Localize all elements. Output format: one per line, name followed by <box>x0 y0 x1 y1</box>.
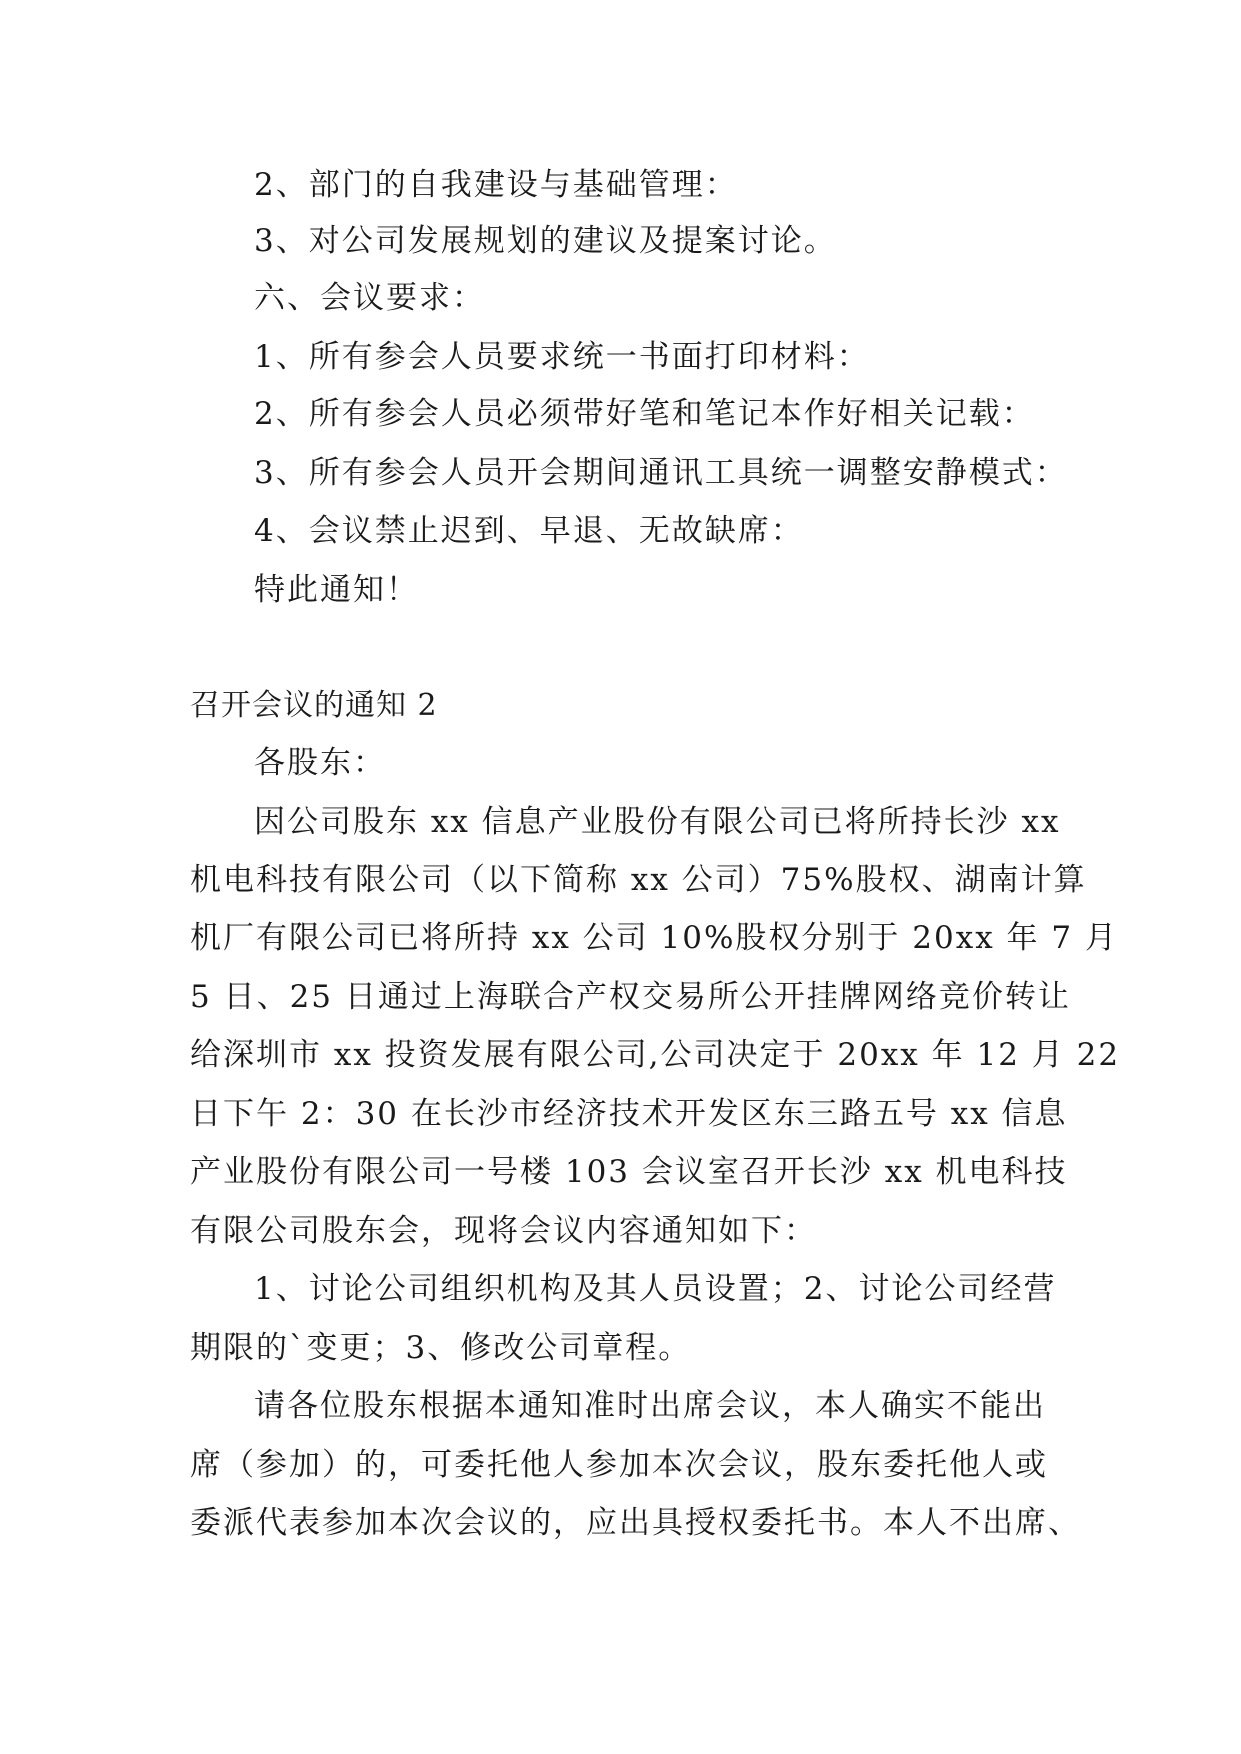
list-item: 3、对公司发展规划的建议及提案讨论。 <box>254 223 837 259</box>
paragraph-line: 委派代表参加本次会议的，应出具授权委托书。本人不出席、 <box>190 1505 1081 1541</box>
paragraph-line: 机电科技有限公司（以下简称 xx 公司）75%股权、湖南计算 <box>190 862 1087 898</box>
greeting: 各股东： <box>254 745 386 781</box>
paragraph-line: 席（参加）的，可委托他人参加本次会议，股东委托他人或 <box>190 1447 1048 1483</box>
list-item: 1、所有参会人员要求统一书面打印材料： <box>254 339 870 375</box>
paragraph-line: 产业股份有限公司一号楼 103 会议室召开长沙 xx 机电科技 <box>190 1154 1068 1190</box>
list-item: 3、所有参会人员开会期间通讯工具统一调整安静模式： <box>254 455 1068 491</box>
notice-title: 召开会议的通知 2 <box>190 688 438 723</box>
paragraph-line: 5 日、25 日通过上海联合产权交易所公开挂牌网络竞价转让 <box>190 979 1071 1015</box>
closing-line: 特此通知！ <box>254 572 419 608</box>
paragraph-line: 请各位股东根据本通知准时出席会议，本人确实不能出 <box>254 1388 1046 1424</box>
paragraph-line: 日下午 2：30 在长沙市经济技术开发区东三路五号 xx 信息 <box>190 1096 1068 1132</box>
paragraph-line: 因公司股东 xx 信息产业股份有限公司已将所持长沙 xx <box>254 804 1061 840</box>
list-item: 2、所有参会人员必须带好笔和笔记本作好相关记载： <box>254 396 1035 432</box>
list-item: 2、部门的自我建设与基础管理： <box>254 167 738 203</box>
paragraph-line: 给深圳市 xx 投资发展有限公司,公司决定于 20xx 年 12 月 22 <box>190 1037 1121 1073</box>
paragraph-line: 有限公司股东会，现将会议内容通知如下： <box>190 1213 817 1249</box>
section-heading: 六、会议要求： <box>254 280 485 316</box>
paragraph-line: 期限的`变更；3、修改公司章程。 <box>190 1330 692 1366</box>
list-item: 4、会议禁止迟到、早退、无故缺席： <box>254 513 804 549</box>
paragraph-line: 1、讨论公司组织机构及其人员设置；2、讨论公司经营 <box>254 1271 1057 1307</box>
paragraph-line: 机厂有限公司已将所持 xx 公司 10%股权分别于 20xx 年 7 月 <box>190 920 1118 956</box>
